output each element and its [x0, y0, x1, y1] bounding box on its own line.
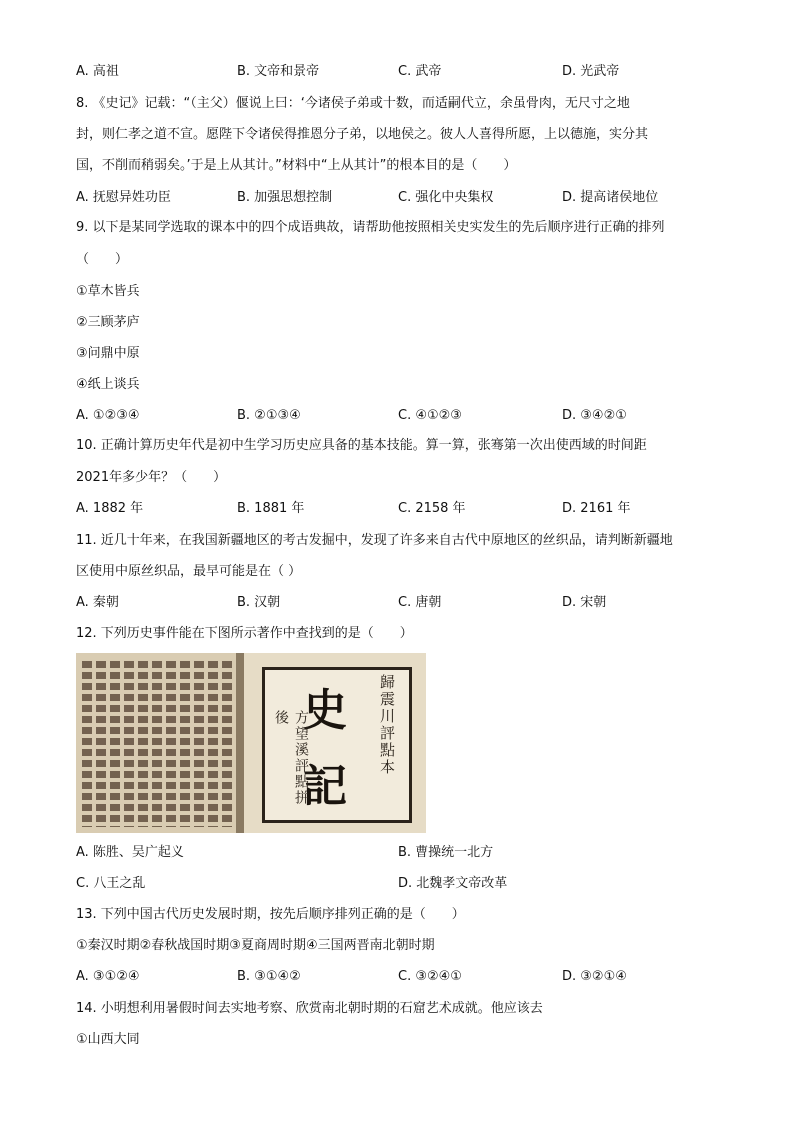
- q8-stem-line-3: 国，不削而稍弱矣。’于是上从其计。”材料中“上从其计”的根本目的是（ ）: [76, 158, 517, 173]
- cover-title-char-2: 記: [303, 761, 347, 812]
- q10-stem-line-1: 10. 正确计算历史年代是初中生学习历史应具备的基本技能。算一算，张骞第一次出使西域的时间距: [76, 438, 647, 453]
- q11-options: [76, 593, 696, 613]
- option-c: C. 强化中央集权: [398, 190, 494, 205]
- option-d: D. ③④②①: [562, 408, 627, 423]
- q10-stem-line-2: 2021年多少年？（ ）: [76, 470, 227, 485]
- q13-options: [76, 967, 696, 987]
- q9-item-1: ①草木皆兵: [76, 284, 140, 299]
- option-c: C. ④①②③: [398, 408, 462, 423]
- option-b: B. ②①③④: [237, 408, 301, 423]
- option-d: D. 提高诸侯地位: [562, 190, 659, 205]
- option-d: D. 光武帝: [562, 64, 620, 79]
- q12-options-row-2: [76, 874, 696, 894]
- q12-options-row-1: [76, 843, 696, 863]
- option-b: B. 加强思想控制: [237, 190, 333, 205]
- q11-stem-line-1: 11. 近几十年来，在我国新疆地区的考古发掘中，发现了许多来自古代中原地区的丝织品，请判断新疆地: [76, 533, 673, 548]
- option-a: A. 抚慰异姓功臣: [76, 190, 171, 205]
- q8-stem-line-2: 封，则仁孝之道不宣。愿陛下令诸侯得推恩分子弟，以地侯之。彼人人喜得所愿，上以德施，实分其: [76, 127, 649, 142]
- q14-item-1: ①山西大同: [76, 1032, 140, 1047]
- q14-stem: 14. 小明想利用暑假时间去实地考察、欣赏南北朝时期的石窟艺术成就。他应该去: [76, 1001, 543, 1016]
- q8-stem-line-1: 8. 《史记》记载：“（主父）偃说上曰：‘今诸侯子弟或十数，而适嗣代立，余虽骨肉，无尺寸之地: [76, 96, 630, 111]
- option-a: A. 高祖: [76, 64, 119, 79]
- q12-stem: 12. 下列历史事件能在下图所示著作中查找到的是（ ）: [76, 626, 413, 641]
- q13-stem-line-1: 13. 下列中国古代历史发展时期，按先后顺序排列正确的是（ ）: [76, 907, 465, 922]
- q9-item-2: ②三顾茅庐: [76, 315, 140, 330]
- option-d: D. ③②①④: [562, 969, 627, 984]
- option-a: A. ③①②④: [76, 969, 140, 984]
- q9-item-3: ③问鼎中原: [76, 346, 140, 361]
- q9-item-4: ④纸上谈兵: [76, 377, 140, 392]
- option-d: D. 北魏孝文帝改革: [398, 876, 508, 891]
- q9-stem-line-2: （ ）: [76, 252, 129, 267]
- cover-title-char-1: 史: [303, 685, 347, 736]
- option-b: B. 曹操统一北方: [398, 845, 494, 860]
- option-c: C. 2158 年: [398, 501, 466, 516]
- cover-side-label: 方望溪評點拼後: [273, 710, 309, 806]
- option-b: B. 文帝和景帝: [237, 64, 320, 79]
- q9-options: [76, 406, 696, 426]
- book-text-page: [76, 653, 236, 833]
- option-b: B. 1881 年: [237, 501, 305, 516]
- book-cover-page: [244, 653, 426, 833]
- option-b: B. ③①④②: [237, 969, 301, 984]
- q10-options: [76, 499, 696, 519]
- option-a: A. 陈胜、吴广起义: [76, 845, 184, 860]
- cover-edition-label: 歸震川評點本: [378, 674, 396, 776]
- option-b: B. 汉朝: [237, 595, 281, 610]
- q8-options: [76, 188, 696, 208]
- shiji-book-photo: [76, 653, 426, 833]
- option-c: C. ③②④①: [398, 969, 462, 984]
- q9-stem-line-1: 9. 以下是某同学选取的课本中的四个成语典故，请帮助他按照相关史实发生的先后顺序进行正确的排列: [76, 220, 665, 235]
- q13-stem-line-2: ①秦汉时期②春秋战国时期③夏商周时期④三国两晋南北朝时期: [76, 938, 435, 953]
- option-c: C. 唐朝: [398, 595, 442, 610]
- q7-options: [76, 62, 696, 82]
- option-a: A. 1882 年: [76, 501, 144, 516]
- option-d: D. 宋朝: [562, 595, 607, 610]
- book-cover: [262, 667, 412, 823]
- option-c: C. 八王之乱: [76, 876, 146, 891]
- q11-stem-line-2: 区使用中原丝织品，最早可能是在（ ）: [76, 564, 302, 579]
- option-a: A. 秦朝: [76, 595, 119, 610]
- option-d: D. 2161 年: [562, 501, 631, 516]
- option-a: A. ①②③④: [76, 408, 140, 423]
- option-c: C. 武帝: [398, 64, 442, 79]
- book-spine: [236, 653, 244, 833]
